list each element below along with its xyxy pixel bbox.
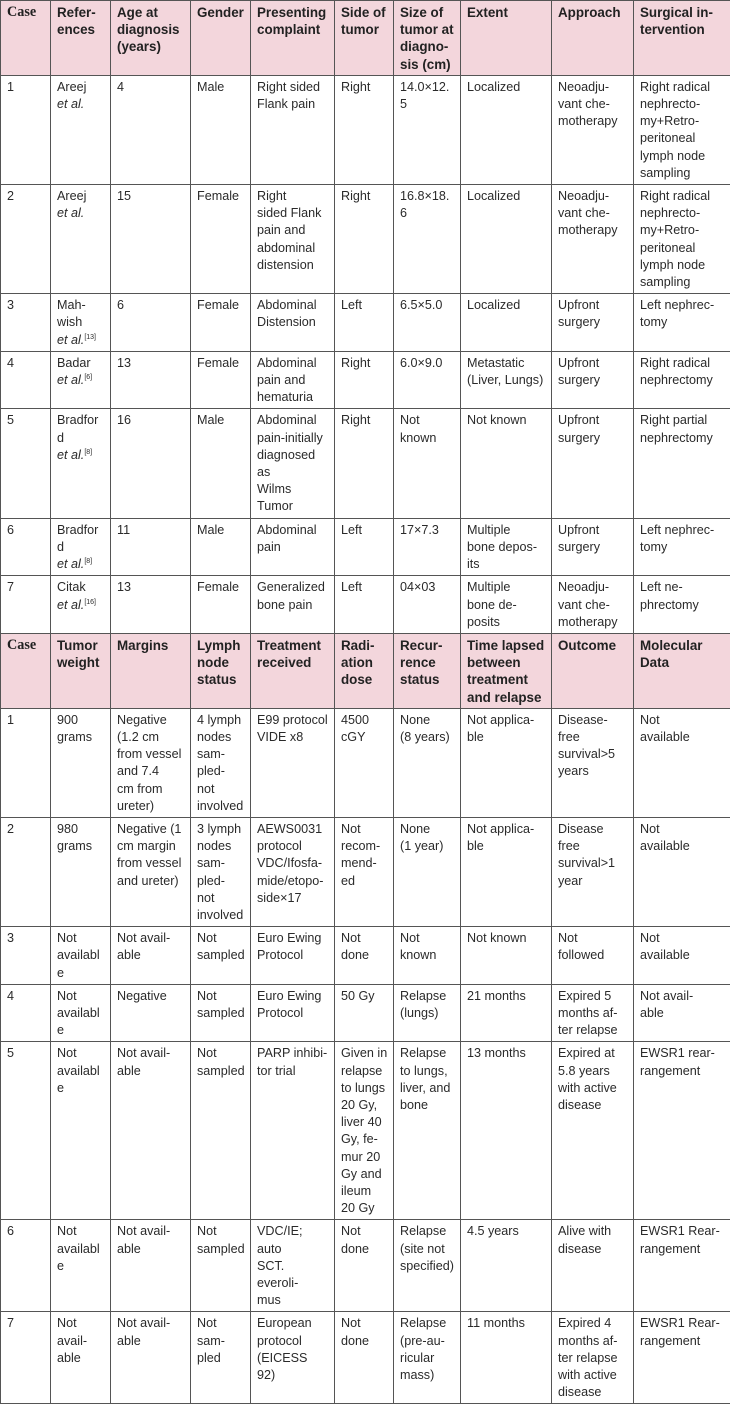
cell-side: Left <box>335 294 394 352</box>
column-header: Lymph node status <box>191 633 251 708</box>
cell-outcome: Alive with disease <box>552 1220 634 1312</box>
cell-approach: Upfront surgery <box>552 518 634 576</box>
reference-cell <box>51 294 111 352</box>
table-row <box>1 518 730 576</box>
cell-treatment: E99 protocol VIDE x8 <box>251 708 335 817</box>
column-header: Size of tumor at diagno- sis (cm) <box>394 1 461 76</box>
cell-radiation: 50 Gy <box>335 984 394 1042</box>
cell-extent: Metastatic (Liver, Lungs) <box>461 351 552 409</box>
cell-side: Right <box>335 409 394 518</box>
cell-molecular: EWSR1 Rear- rangement <box>634 1312 730 1404</box>
cell-margins: Not avail- able <box>111 1042 191 1220</box>
cell-molecular: EWSR1 Rear- rangement <box>634 1220 730 1312</box>
cell-side: Left <box>335 518 394 576</box>
table-row <box>1 294 730 352</box>
cell-surgery: Right radical nephrectomy <box>634 351 730 409</box>
column-header: Case <box>1 1 51 76</box>
cell-approach: Upfront surgery <box>552 294 634 352</box>
cell-age: 16 <box>111 409 191 518</box>
cell-size: Not known <box>394 409 461 518</box>
reference-etal: et al. <box>57 557 84 571</box>
cell-age: 6 <box>111 294 191 352</box>
cell-approach: Upfront surgery <box>552 409 634 518</box>
cell-side: Right <box>335 185 394 294</box>
reference-etal: et al. <box>57 598 84 612</box>
cell-outcome: Disease-free survival>5 years <box>552 708 634 817</box>
table-row <box>1 1220 730 1312</box>
cell-recurrence: None (1 year) <box>394 817 461 926</box>
reference-etal: et al. <box>57 333 84 347</box>
cell-side: Left <box>335 576 394 634</box>
cell-complaint: Abdominal pain and hematuria <box>251 351 335 409</box>
cell-treatment: VDC/IE; auto SCT. everoli- mus <box>251 1220 335 1312</box>
cell-radiation: Not done <box>335 927 394 985</box>
reference-author: Badar <box>57 356 91 370</box>
column-header: Surgical in- tervention <box>634 1 730 76</box>
reference-author: Citak <box>57 580 86 594</box>
cell-extent: Localized <box>461 294 552 352</box>
cell-complaint: Abdominal pain-initially diagnosed as Wilms Tumor <box>251 409 335 518</box>
cell-extent: Localized <box>461 75 552 184</box>
cell-size: 14.0×12.5 <box>394 75 461 184</box>
cell-side: Right <box>335 351 394 409</box>
cell-size: 04×03 <box>394 576 461 634</box>
column-header: Case <box>1 633 51 708</box>
cell-surgery: Left nephrec- tomy <box>634 294 730 352</box>
table-row <box>1 708 730 817</box>
cell-case: 5 <box>1 409 51 518</box>
cell-time: 11 months <box>461 1312 552 1404</box>
cell-molecular: Not available <box>634 927 730 985</box>
cell-case: 5 <box>1 1042 51 1220</box>
cell-complaint: Right sided Flank pain and abdominal distension <box>251 185 335 294</box>
citation-number: [13] <box>84 334 96 341</box>
table-row <box>1 351 730 409</box>
cell-gender: Male <box>191 75 251 184</box>
column-header: Time lapsed between treatment and relapse <box>461 633 552 708</box>
cell-approach: Neoadju- vant che- motherapy <box>552 75 634 184</box>
cell-lymph: 4 lymph nodes sam- pled- not involved <box>191 708 251 817</box>
column-header: Outcome <box>552 633 634 708</box>
cell-outcome: Expired at 5.8 years with active disease <box>552 1042 634 1220</box>
table2-body <box>1 708 730 1404</box>
cell-weight: Not available <box>51 1042 111 1220</box>
table-row <box>1 75 730 184</box>
table-row <box>1 409 730 518</box>
header-row <box>1 1 730 76</box>
cell-radiation: 4500 cGY <box>335 708 394 817</box>
cell-complaint: Abdominal pain <box>251 518 335 576</box>
cell-recurrence: Relapse (lungs) <box>394 984 461 1042</box>
cell-age: 13 <box>111 351 191 409</box>
reference-cell <box>51 518 111 576</box>
cell-radiation: Given in relapse to lungs 20 Gy, liver 40 Gy, fe- mur 20 Gy and ileum 20 Gy <box>335 1042 394 1220</box>
reference-etal: et al. <box>57 206 84 220</box>
reference-author: Bradford <box>57 523 98 554</box>
cell-margins: Negative (1 cm margin from vessel and ureter) <box>111 817 191 926</box>
cell-case: 7 <box>1 1312 51 1404</box>
cell-recurrence: Relapse (pre-au- ricular mass) <box>394 1312 461 1404</box>
table-row <box>1 817 730 926</box>
cell-weight: 900 grams <box>51 708 111 817</box>
cell-treatment: Euro Ewing Protocol <box>251 927 335 985</box>
column-header: Presenting complaint <box>251 1 335 76</box>
table-row <box>1 185 730 294</box>
cell-time: Not known <box>461 927 552 985</box>
cell-treatment: Euro Ewing Protocol <box>251 984 335 1042</box>
cell-case: 3 <box>1 294 51 352</box>
cell-case: 4 <box>1 984 51 1042</box>
cell-time: Not applica- ble <box>461 817 552 926</box>
reference-cell <box>51 409 111 518</box>
cell-approach: Neoadju- vant che- motherapy <box>552 576 634 634</box>
table-row <box>1 927 730 985</box>
cell-extent: Multiple bone depos- its <box>461 518 552 576</box>
reference-author: Mah- wish <box>57 298 86 329</box>
cell-weight: Not available <box>51 1220 111 1312</box>
cell-case: 6 <box>1 518 51 576</box>
cell-margins: Not avail- able <box>111 1312 191 1404</box>
cell-outcome: Not followed <box>552 927 634 985</box>
cell-case: 6 <box>1 1220 51 1312</box>
cell-age: 4 <box>111 75 191 184</box>
cell-surgery: Right radical nephrecto- my+Retro- peritoneal lymph node sampling <box>634 75 730 184</box>
cell-size: 6.0×9.0 <box>394 351 461 409</box>
column-header: Age at diagnosis (years) <box>111 1 191 76</box>
cell-weight: Not available <box>51 927 111 985</box>
cell-treatment: European protocol (EICESS 92) <box>251 1312 335 1404</box>
cell-approach: Upfront surgery <box>552 351 634 409</box>
column-header: Treatment received <box>251 633 335 708</box>
cell-age: 15 <box>111 185 191 294</box>
cell-age: 13 <box>111 576 191 634</box>
column-header: Recur- rence status <box>394 633 461 708</box>
reference-author: Areej <box>57 80 86 94</box>
column-header: Margins <box>111 633 191 708</box>
reference-etal: et al. <box>57 448 84 462</box>
table-row <box>1 1042 730 1220</box>
reference-etal: et al. <box>57 373 84 387</box>
cell-lymph: 3 lymph nodes sam- pled- not involved <box>191 817 251 926</box>
cell-outcome: Expired 5 months af- ter relapse <box>552 984 634 1042</box>
citation-number: [8] <box>84 449 92 456</box>
column-header: Extent <box>461 1 552 76</box>
cell-lymph: Not sampled <box>191 1042 251 1220</box>
cell-radiation: Not recom- mend- ed <box>335 817 394 926</box>
cell-approach: Neoadju- vant che- motherapy <box>552 185 634 294</box>
cell-outcome: Disease free survival>1 year <box>552 817 634 926</box>
cell-lymph: Not sampled <box>191 927 251 985</box>
cell-size: 17×7.3 <box>394 518 461 576</box>
cell-case: 7 <box>1 576 51 634</box>
cell-complaint: Generalized bone pain <box>251 576 335 634</box>
cell-size: 6.5×5.0 <box>394 294 461 352</box>
cell-case: 3 <box>1 927 51 985</box>
citation-number: [16] <box>84 599 96 606</box>
cell-weight: 980 grams <box>51 817 111 926</box>
column-header: Refer- ences <box>51 1 111 76</box>
cell-molecular: EWSR1 rear- rangement <box>634 1042 730 1220</box>
cell-recurrence: Relapse (site not specified) <box>394 1220 461 1312</box>
cell-size: 16.8×18.6 <box>394 185 461 294</box>
cell-lymph: Not sampled <box>191 1220 251 1312</box>
cell-margins: Negative <box>111 984 191 1042</box>
reference-cell <box>51 185 111 294</box>
cell-time: 13 months <box>461 1042 552 1220</box>
cell-treatment: AEWS0031 protocol VDC/Ifosfa- mide/etopo- side×17 <box>251 817 335 926</box>
cell-molecular: Not avail- able <box>634 984 730 1042</box>
cell-case: 4 <box>1 351 51 409</box>
column-header: Radi- ation dose <box>335 633 394 708</box>
cell-surgery: Right partial nephrectomy <box>634 409 730 518</box>
cell-case: 2 <box>1 185 51 294</box>
cell-gender: Female <box>191 351 251 409</box>
table2-header-row <box>1 633 730 708</box>
cell-age: 11 <box>111 518 191 576</box>
cell-weight: Not avail- able <box>51 1312 111 1404</box>
cell-molecular: Not available <box>634 817 730 926</box>
reference-cell <box>51 351 111 409</box>
column-header: Approach <box>552 1 634 76</box>
cell-case: 1 <box>1 75 51 184</box>
reference-author: Areej <box>57 189 86 203</box>
cell-recurrence: None (8 years) <box>394 708 461 817</box>
column-header: Side of tumor <box>335 1 394 76</box>
cell-time: Not applica- ble <box>461 708 552 817</box>
cell-margins: Not avail- able <box>111 1220 191 1312</box>
cell-time: 21 months <box>461 984 552 1042</box>
cell-recurrence: Relapse to lungs, liver, and bone <box>394 1042 461 1220</box>
reference-author: Bradford <box>57 413 98 444</box>
cell-case: 2 <box>1 817 51 926</box>
table-row <box>1 984 730 1042</box>
cell-molecular: Not available <box>634 708 730 817</box>
citation-number: [8] <box>84 558 92 565</box>
cell-case: 1 <box>1 708 51 817</box>
column-header: Gender <box>191 1 251 76</box>
cell-lymph: Not sam- pled <box>191 1312 251 1404</box>
reference-cell <box>51 576 111 634</box>
cell-extent: Multiple bone de- posits <box>461 576 552 634</box>
table-row <box>1 1312 730 1404</box>
column-header: Molecular Data <box>634 633 730 708</box>
cell-time: 4.5 years <box>461 1220 552 1312</box>
cell-margins: Not avail- able <box>111 927 191 985</box>
cell-surgery: Left ne- phrectomy <box>634 576 730 634</box>
table-row <box>1 576 730 634</box>
cell-extent: Not known <box>461 409 552 518</box>
cell-extent: Localized <box>461 185 552 294</box>
cell-surgery: Left nephrec- tomy <box>634 518 730 576</box>
cell-complaint: Right sided Flank pain <box>251 75 335 184</box>
cell-recurrence: Not known <box>394 927 461 985</box>
cell-gender: Male <box>191 518 251 576</box>
cell-lymph: Not sampled <box>191 984 251 1042</box>
cell-surgery: Right radical nephrecto- my+Retro- peritoneal lymph node sampling <box>634 185 730 294</box>
citation-number: [6] <box>84 374 92 381</box>
column-header: Tumor weight <box>51 633 111 708</box>
cell-gender: Female <box>191 576 251 634</box>
cell-weight: Not available <box>51 984 111 1042</box>
cell-gender: Female <box>191 294 251 352</box>
table1-header-row <box>1 1 730 76</box>
cell-gender: Female <box>191 185 251 294</box>
header-row <box>1 633 730 708</box>
cell-outcome: Expired 4 months af- ter relapse with active disease <box>552 1312 634 1404</box>
cell-radiation: Not done <box>335 1220 394 1312</box>
cell-complaint: Abdominal Distension <box>251 294 335 352</box>
reference-etal: et al. <box>57 97 84 111</box>
cell-treatment: PARP inhibi- tor trial <box>251 1042 335 1220</box>
cell-radiation: Not done <box>335 1312 394 1404</box>
cell-side: Right <box>335 75 394 184</box>
cell-margins: Negative (1.2 cm from vessel and 7.4 cm from ureter) <box>111 708 191 817</box>
reference-cell <box>51 75 111 184</box>
cell-gender: Male <box>191 409 251 518</box>
table1-body <box>1 75 730 633</box>
